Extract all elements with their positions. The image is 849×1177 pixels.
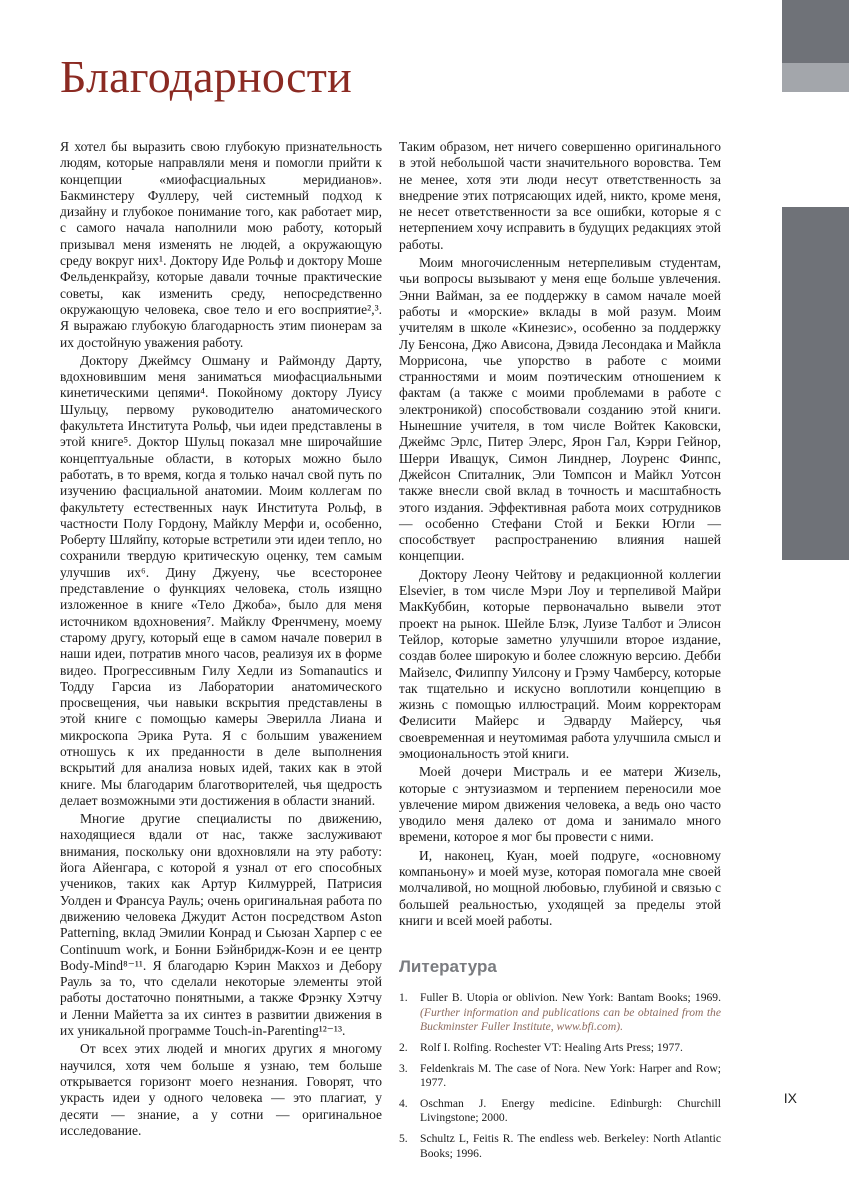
thumb-tab-dark (782, 0, 849, 63)
paragraph: Моим многочисленным нетерпеливым студентам, чьи вопросы вызывают у меня еще больше увлечения. Энни Вайман, за ее поддержку в самом начале моей работы и «морские» вклады в мой разум. Моим учителям в школе «Кинезис», особенно за поддержку Лу Бенсона, Джо Ависона, Дэвида Лесондака и Майкла Моррисона, чье упорство в работе с моими странностями и моим поэтическим отношением к фактам (а также с моими проблемами в работе с электроникой) способствовали созданию этой книги. Нынешние учителя, в том числе Войтек Каковски, Джеймс Эрлс, Питер Элерс, Ярон Гал, Кэрри Гейнор, Шерри Иващук, Симон Линднер, Лоуренс Финпс, Джейсон Спиталник, Эли Томпсон и Майкл Уотсон также внесли свой вклад в точность и масштабность этого издания. Эффективная работа моих сотрудников — особенно Стефани Стой и Бекки Югли — способствует распространению влияния нашей концепции. (399, 255, 721, 564)
reference-number: 5. (399, 1132, 408, 1145)
reference-item (399, 1132, 721, 1161)
paragraph: Я хотел бы выразить свою глубокую признательность людям, которые направляли меня и помогли прийти к концепции «миофасциальных меридианов». Бакминстеру Фуллеру, чей системный подход к дизайну и глубокое понимание того, как работает мир, с самого начала наполнили мою работу, который призывал меня изменять не людей, а окружающую среду вокруг них¹. Доктору Иде Рольф и доктору Моше Фельденкрайзу, которые давали точные практические советы, как изменить среду, непосредственно окружающую человека, свое тело и его восприятие²,³. Я выражаю глубокую благодарность этим пионерам за их достойную уважения работу. (60, 139, 382, 350)
paragraph: От всех этих людей и многих других я многому научился, хотя чем больше я узнаю, тем больше открывается горизонт моего незнания. Говорят, что украсть идеи у одного человека — это плагиат, у десяти — знание, а у сотни — оригинальное исследование. (60, 1041, 382, 1138)
thumb-tab-section (782, 207, 849, 560)
reference-number: 2. (399, 1041, 408, 1055)
reference-number: 3. (399, 1061, 408, 1075)
references-heading: Литература (399, 957, 497, 977)
reference-item (399, 991, 721, 1035)
paragraph: Таким образом, нет ничего совершенно оригинального в этой небольшой части значительного воровства. Тем не менее, хотя эти люди несут ответственность за внедрение этих потрясающих идей, никто, кроме меня, не несет ответственности за все ошибки, которые я с нетерпением хочу исправить в будущих редакциях этой работы. (399, 139, 721, 252)
references-list (399, 991, 721, 1161)
reference-item (399, 1041, 721, 1056)
reference-text: Feldenkrais M. The case of Nora. New York: Harper and Row; 1977. (420, 1061, 721, 1090)
reference-item (399, 1062, 721, 1091)
reference-text: Oschman J. Energy medicine. Edinburgh: Churchill Livingstone; 2000. (420, 1096, 721, 1125)
reference-number: 4. (399, 1096, 408, 1110)
paragraph: Многие другие специалисты по движению, находящиеся вдали от нас, также заслуживают внимания, поскольку они вдохновляли на эту работу: йога Айенгара, с которой я узнал от его способных учеников, таких как Артур Килмуррей, Патрисия Уолден и Франсуа Рауль; очень оригинальная работа по движению человека Джудит Астон посредством Aston Patterning, вклад Эмилии Конрад и Сьюзан Харпер с ее Continuum work, и Бонни Бэйнбридж-Коэн и ее центр Body-Mind⁸⁻¹¹. Я благодарю Кэрин Макхоз и Дебору Рауль за то, что сделали некоторые элементы этой работы достаточно понятными, а также Фрэнку Хэтчу и Ленни Майетта за их синтез в развитии движения в их уникальной программе Touch-in-Parenting¹²⁻¹³. (60, 811, 382, 1039)
reference-text: Rolf I. Rolfing. Rochester VT: Healing Arts Press; 1977. (420, 1041, 683, 1055)
paragraph: Моей дочери Мистраль и ее матери Жизель, которые с энтузиазмом и терпением переносили мое увлечение миром движения человека, а ведь оно часто уводило меня далеко от дома и занимало много времени, которое я мог бы провести с ними. (399, 764, 721, 845)
thumb-tab-light (782, 63, 849, 92)
reference-text: Schultz L, Feitis R. The endless web. Berkeley: North Atlantic Books; 1996. (420, 1132, 721, 1160)
right-column (399, 139, 721, 1167)
reference-note: (Further information and publications can be obtained from the Buckminster Fuller Institute, www.bfi.com). (420, 1005, 721, 1034)
page-title: Благодарности (60, 51, 352, 102)
paragraph: И, наконец, Куан, моей подруге, «основному компаньону» и моей музе, которая помогала мне своей молчаливой, но мощной любовью, глубиной и связью с большей реальностью, уходящей за пределы этой книги и всей моей работы. (399, 847, 721, 928)
reference-number: 1. (399, 991, 408, 1005)
reference-item (399, 1097, 721, 1126)
paragraph: Доктору Джеймсу Ошману и Раймонду Дарту, вдохновившим меня заниматься миофасциальными кинетическими цепями⁴. Покойному доктору Луису Шульцу, первому руководителю анатомического факультета Института Рольф, чьи идеи представлены в этой книге⁵. Доктор Шульц показал мне широчайшие концептуальные области, в которых можно было работать, в то время, когда я только начал свой путь по изучению фасциальной анатомии. Моим коллегам по факультету естественных наук Института Рольф, в частности Полу Гордону, Майклу Мерфи и, особенно, Роберту Шляйпу, которые встретили эти идеи тепло, но сохранили твердую критическую оценку, тем самым улучшив их⁶. Дину Джуену, чье всесторонее представление о функциях человека, столь изящно изложенное в книге «Тело Джоба», было для меня источником вдохновения⁷. Майклу Френчмену, моему старому другу, который еще в самом начале поверил в наши идеи, потратив много часов, реализуя их в форме видео. Прогрессивным Гилу Хедли из Somanautics и Тодду Гарсиа из Лаборатории анатомического просвещения, чьи навыки вскрытия представлены в этой книге с помощью камеры Эверилла Лиана и микроскопа Эрика Рута. Я с большим уважением отношусь к их преданности в деле выполнения вскрытий для анализа новых идей, таких как в этой книге. Мы благодарим благотворителей, чья щедрость делает возможными эти достижения в области знаний. (60, 352, 382, 808)
left-column (60, 139, 382, 1139)
reference-text: Fuller B. Utopia or oblivion. New York: Bantam Books; 1969. (420, 991, 721, 1005)
page-number: IX (783, 1090, 797, 1106)
paragraph: Доктору Леону Чейтову и редакционной коллегии Elsevier, в том числе Мэри Лоу и терпеливой Майри МакКуббин, которые первоначально вывели этот проект на рынок. Шейле Блэк, Луизе Талбот и Элисон Тейлор, которые заметно улучшили второе издание, создав более широкую и более сложную версию. Дебби Майзелс, Филиппу Уилсону и Грэму Чамберсу, которые так тщательно и искусно воплотили концепцию в жизнь с помощью иллюстраций. Моим корректорам Фелисити Майерс и Эдварду Майерсу, чья своевременная и неутомимая работа улучшила смысл и эмоциональность этой книги. (399, 566, 721, 761)
